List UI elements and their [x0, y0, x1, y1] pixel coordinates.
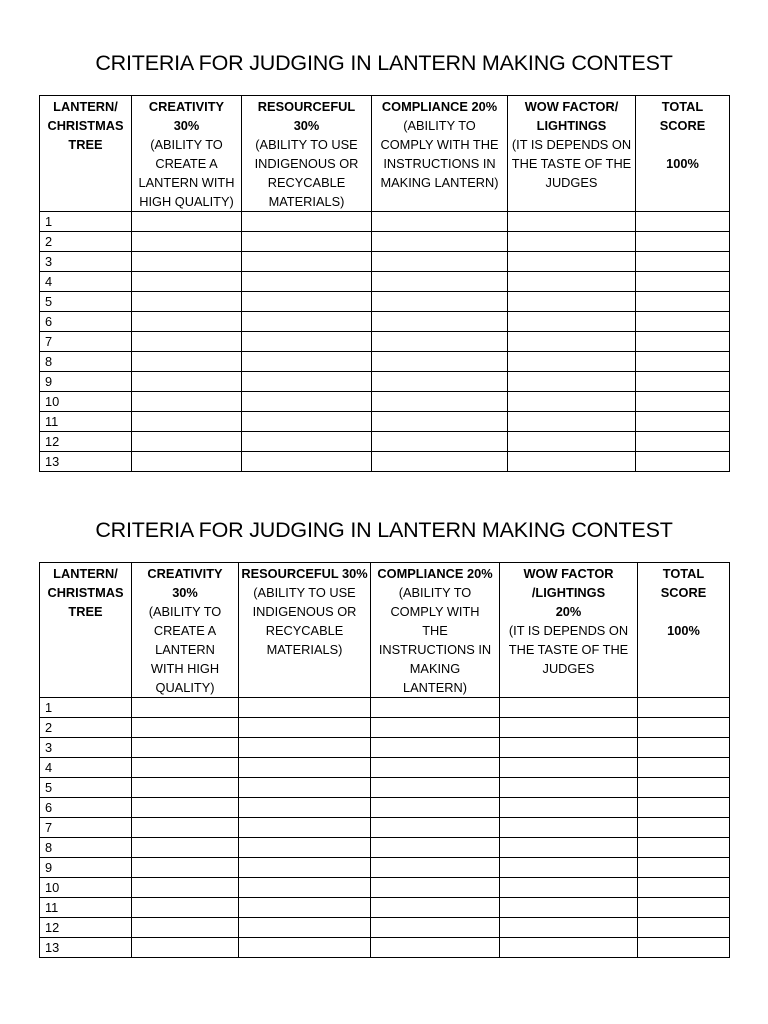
score-cell[interactable] [636, 292, 730, 312]
score-cell[interactable] [132, 212, 242, 232]
score-cell[interactable] [372, 252, 508, 272]
score-cell[interactable] [239, 838, 371, 858]
score-cell[interactable] [242, 332, 372, 352]
score-cell[interactable] [371, 778, 500, 798]
table-row [40, 798, 730, 818]
score-cell[interactable] [508, 252, 636, 272]
score-cell[interactable] [132, 858, 239, 878]
score-cell[interactable] [132, 898, 239, 918]
row-number: 1 [40, 212, 132, 232]
score-cell[interactable] [239, 798, 371, 818]
score-cell[interactable] [500, 918, 638, 938]
table-row [40, 838, 730, 858]
score-cell[interactable] [371, 698, 500, 718]
score-cell[interactable] [132, 332, 242, 352]
score-cell[interactable] [239, 878, 371, 898]
score-cell[interactable] [636, 432, 730, 452]
table-row [40, 738, 730, 758]
score-cell[interactable] [508, 272, 636, 292]
score-cell[interactable] [638, 838, 730, 858]
score-cell[interactable] [508, 412, 636, 432]
score-cell[interactable] [636, 332, 730, 352]
score-cell[interactable] [132, 918, 239, 938]
header-wow-factor: WOW FACTOR/ LIGHTINGS (IT IS DEPENDS ON THE TASTE OF THE JUDGES [508, 96, 636, 212]
score-cell[interactable] [132, 232, 242, 252]
row-number: 2 [40, 718, 132, 738]
score-cell[interactable] [500, 898, 638, 918]
score-cell[interactable] [132, 272, 242, 292]
score-cell[interactable] [508, 372, 636, 392]
score-cell[interactable] [636, 452, 730, 472]
score-cell[interactable] [242, 212, 372, 232]
score-cell[interactable] [242, 252, 372, 272]
score-cell[interactable] [132, 372, 242, 392]
score-cell[interactable] [500, 698, 638, 718]
table-row [40, 718, 730, 738]
score-cell[interactable] [371, 918, 500, 938]
score-cell[interactable] [636, 372, 730, 392]
row-number: 2 [40, 232, 132, 252]
score-cell[interactable] [636, 212, 730, 232]
table-row [40, 252, 730, 272]
row-number: 9 [40, 858, 132, 878]
score-cell[interactable] [500, 738, 638, 758]
score-cell[interactable] [242, 412, 372, 432]
score-cell[interactable] [371, 758, 500, 778]
score-cell[interactable] [508, 392, 636, 412]
header-total-score: TOTAL SCORE 100% [636, 96, 730, 212]
score-cell[interactable] [132, 412, 242, 432]
score-cell[interactable] [239, 938, 371, 958]
score-cell[interactable] [242, 432, 372, 452]
score-cell[interactable] [371, 898, 500, 918]
header-wow-factor: WOW FACTOR /LIGHTINGS 20% (IT IS DEPENDS ON THE TASTE OF THE JUDGES [500, 563, 638, 698]
header-resourceful: RESOURCEFUL 30% (ABILITY TO USE INDIGENOUS OR RECYCABLE MATERIALS) [242, 96, 372, 212]
score-cell[interactable] [132, 392, 242, 412]
score-cell[interactable] [371, 738, 500, 758]
score-cell[interactable] [371, 718, 500, 738]
row-number: 8 [40, 352, 132, 372]
row-number: 4 [40, 758, 132, 778]
score-cell[interactable] [132, 778, 239, 798]
score-cell[interactable] [372, 232, 508, 252]
score-cell[interactable] [371, 878, 500, 898]
score-cell[interactable] [636, 232, 730, 252]
score-cell[interactable] [638, 778, 730, 798]
score-cell[interactable] [239, 698, 371, 718]
score-cell[interactable] [239, 738, 371, 758]
row-number: 5 [40, 292, 132, 312]
table-row [40, 432, 730, 452]
score-cell[interactable] [132, 352, 242, 372]
score-cell[interactable] [132, 698, 239, 718]
score-cell[interactable] [371, 838, 500, 858]
row-number: 6 [40, 312, 132, 332]
score-cell[interactable] [508, 312, 636, 332]
score-cell[interactable] [239, 918, 371, 938]
table-row [40, 878, 730, 898]
score-cell[interactable] [371, 798, 500, 818]
score-cell[interactable] [638, 758, 730, 778]
table-row [40, 898, 730, 918]
score-cell[interactable] [372, 212, 508, 232]
table-row [40, 778, 730, 798]
score-cell[interactable] [372, 272, 508, 292]
row-number: 3 [40, 252, 132, 272]
header-creativity: CREATIVITY 30% (ABILITY TO CREATE A LANTERN WITH HIGH QUALITY) [132, 96, 242, 212]
score-cell[interactable] [239, 718, 371, 738]
score-cell[interactable] [242, 392, 372, 412]
row-number: 5 [40, 778, 132, 798]
header-lantern: LANTERN/ CHRISTMAS TREE [40, 563, 132, 698]
score-cell[interactable] [638, 718, 730, 738]
score-cell[interactable] [242, 452, 372, 472]
score-cell[interactable] [242, 232, 372, 252]
score-cell[interactable] [638, 918, 730, 938]
table-row [40, 758, 730, 778]
row-number: 10 [40, 878, 132, 898]
score-cell[interactable] [242, 312, 372, 332]
score-cell[interactable] [239, 858, 371, 878]
header-compliance: COMPLIANCE 20% (ABILITY TO COMPLY WITH THE INSTRUCTIONS IN MAKING LANTERN) [371, 563, 500, 698]
row-number: 7 [40, 332, 132, 352]
score-cell[interactable] [132, 838, 239, 858]
score-cell[interactable] [372, 292, 508, 312]
row-number: 9 [40, 372, 132, 392]
score-cell[interactable] [132, 252, 242, 272]
score-cell[interactable] [132, 818, 239, 838]
score-cell[interactable] [636, 352, 730, 372]
score-cell[interactable] [372, 312, 508, 332]
table-row [40, 938, 730, 958]
score-cell[interactable] [242, 272, 372, 292]
header-resourceful: RESOURCEFUL 30% (ABILITY TO USE INDIGENOUS OR RECYCABLE MATERIALS) [239, 563, 371, 698]
table-row [40, 392, 730, 412]
table-row [40, 818, 730, 838]
score-cell[interactable] [638, 698, 730, 718]
score-cell[interactable] [242, 372, 372, 392]
score-cell[interactable] [132, 738, 239, 758]
header-compliance: COMPLIANCE 20% (ABILITY TO COMPLY WITH THE INSTRUCTIONS IN MAKING LANTERN) [372, 96, 508, 212]
row-number: 3 [40, 738, 132, 758]
score-cell[interactable] [500, 878, 638, 898]
judging-table [39, 95, 730, 472]
row-number: 6 [40, 798, 132, 818]
score-cell[interactable] [508, 212, 636, 232]
score-cell[interactable] [636, 272, 730, 292]
score-cell[interactable] [132, 312, 242, 332]
score-cell[interactable] [132, 878, 239, 898]
score-cell[interactable] [132, 292, 242, 312]
row-number: 11 [40, 412, 132, 432]
table-row [40, 918, 730, 938]
score-cell[interactable] [638, 858, 730, 878]
score-cell[interactable] [636, 252, 730, 272]
table-row [40, 352, 730, 372]
score-cell[interactable] [636, 412, 730, 432]
header-creativity: CREATIVITY 30% (ABILITY TO CREATE A LANTERN WITH HIGH QUALITY) [132, 563, 239, 698]
score-cell[interactable] [500, 858, 638, 878]
header-total-score: TOTAL SCORE 100% [638, 563, 730, 698]
score-cell[interactable] [132, 432, 242, 452]
score-cell[interactable] [239, 758, 371, 778]
table-row [40, 212, 730, 232]
row-number: 7 [40, 818, 132, 838]
row-number: 13 [40, 938, 132, 958]
row-number: 13 [40, 452, 132, 472]
score-cell[interactable] [372, 352, 508, 372]
score-cell[interactable] [239, 898, 371, 918]
score-cell[interactable] [372, 412, 508, 432]
score-cell[interactable] [371, 938, 500, 958]
row-number: 11 [40, 898, 132, 918]
table-row [40, 372, 730, 392]
table-row [40, 292, 730, 312]
score-cell[interactable] [508, 292, 636, 312]
score-cell[interactable] [508, 352, 636, 372]
score-cell[interactable] [239, 818, 371, 838]
row-number: 10 [40, 392, 132, 412]
table-row [40, 452, 730, 472]
row-number: 4 [40, 272, 132, 292]
score-cell[interactable] [132, 938, 239, 958]
table-row [40, 332, 730, 352]
score-cell[interactable] [638, 738, 730, 758]
score-cell[interactable] [508, 432, 636, 452]
table-row [40, 858, 730, 878]
judging-table [39, 562, 730, 958]
header-lantern: LANTERN/ CHRISTMAS TREE [40, 96, 132, 212]
score-cell[interactable] [372, 452, 508, 472]
score-cell[interactable] [638, 898, 730, 918]
score-cell[interactable] [500, 938, 638, 958]
score-cell[interactable] [500, 818, 638, 838]
score-cell[interactable] [132, 718, 239, 738]
row-number: 12 [40, 918, 132, 938]
score-cell[interactable] [372, 372, 508, 392]
score-cell[interactable] [638, 878, 730, 898]
score-cell[interactable] [372, 332, 508, 352]
score-cell[interactable] [242, 352, 372, 372]
score-cell[interactable] [638, 798, 730, 818]
table-row [40, 272, 730, 292]
score-cell[interactable] [636, 392, 730, 412]
score-cell[interactable] [508, 452, 636, 472]
score-cell[interactable] [500, 838, 638, 858]
table-row [40, 412, 730, 432]
row-number: 1 [40, 698, 132, 718]
page-title: CRITERIA FOR JUDGING IN LANTERN MAKING CONTEST [95, 518, 673, 542]
page-title: CRITERIA FOR JUDGING IN LANTERN MAKING CONTEST [95, 51, 673, 75]
score-cell[interactable] [132, 798, 239, 818]
score-cell[interactable] [372, 392, 508, 412]
score-cell[interactable] [500, 758, 638, 778]
table-row [40, 312, 730, 332]
score-cell[interactable] [508, 332, 636, 352]
score-cell[interactable] [508, 232, 636, 252]
score-cell[interactable] [239, 778, 371, 798]
row-number: 8 [40, 838, 132, 858]
score-cell[interactable] [132, 452, 242, 472]
score-cell[interactable] [638, 818, 730, 838]
score-cell[interactable] [372, 432, 508, 452]
score-cell[interactable] [638, 938, 730, 958]
score-cell[interactable] [500, 798, 638, 818]
score-cell[interactable] [132, 758, 239, 778]
score-cell[interactable] [636, 312, 730, 332]
row-number: 12 [40, 432, 132, 452]
score-cell[interactable] [371, 858, 500, 878]
score-cell[interactable] [242, 292, 372, 312]
score-cell[interactable] [500, 718, 638, 738]
score-cell[interactable] [371, 818, 500, 838]
score-cell[interactable] [500, 778, 638, 798]
table-row [40, 698, 730, 718]
table-row [40, 232, 730, 252]
